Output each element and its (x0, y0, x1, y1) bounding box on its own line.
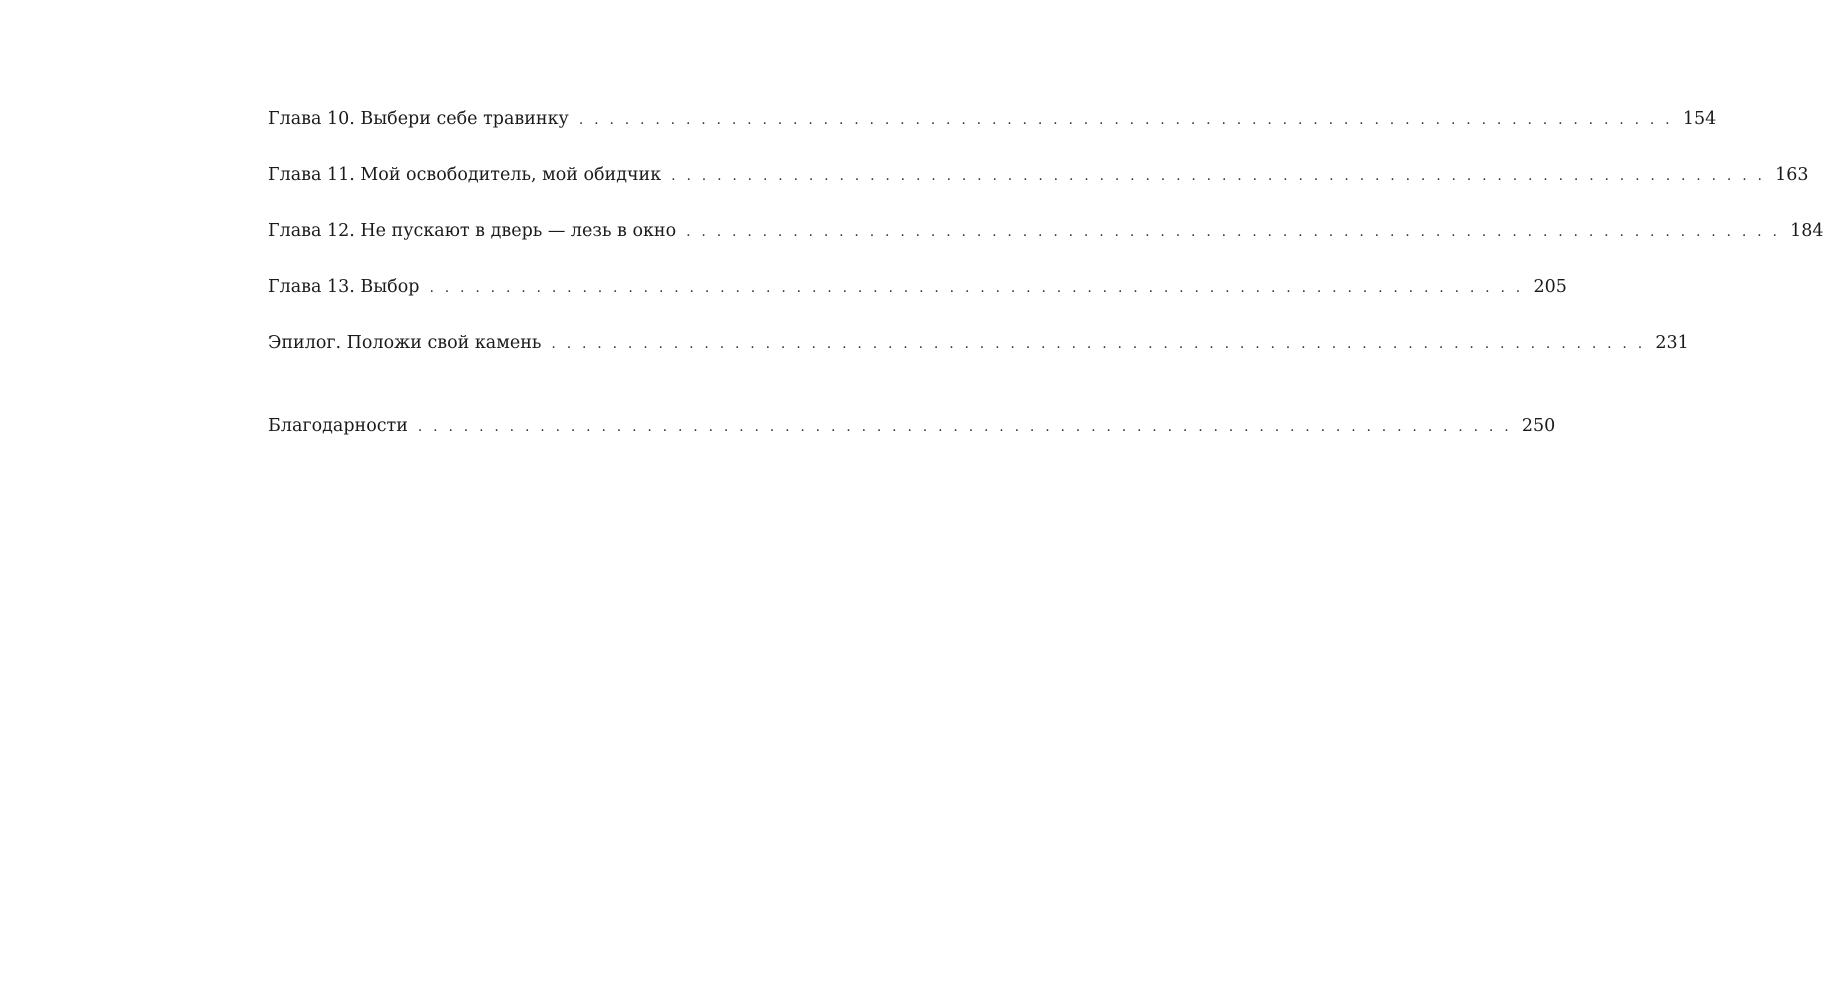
toc-entry-page: 163 (1775, 165, 1809, 185)
toc-entry-title: Глава 11. Мой освободитель, мой обидчик (268, 165, 662, 185)
table-of-contents (268, 105, 1824, 468)
toc-entry-chapter-11 (268, 161, 1809, 189)
toc-entry-page: 231 (1655, 333, 1689, 353)
toc-entry-title: Глава 12. Не пускают в дверь — лезь в окно (268, 221, 677, 241)
toc-entry-chapter-13 (268, 273, 1567, 301)
dot-leader: . . . . . . . . . . . . . . . . . . . . . . . . . . . . . . . . . . . . . . . . . . . . . . . . . . . . . . . . . . . . . . . . . . . . . . . . (686, 224, 1781, 240)
toc-entry-page: 154 (1682, 109, 1717, 129)
dot-leader: . . . . . . . . . . . . . . . . . . . . . . . . . . . . . . . . . . . . . . . . . . . . . . . . . . . . . . . . . . . . . . . . . . . . . . . . (551, 336, 1646, 352)
toc-entry-epilogue (268, 329, 1689, 357)
toc-entry-title: Благодарности (268, 416, 408, 436)
toc-entry-title: Глава 13. Выбор (268, 277, 420, 297)
dot-leader: . . . . . . . . . . . . . . . . . . . . . . . . . . . . . . . . . . . . . . . . . . . . . . . . . . . . . . . . . . . . . . . . . . . . . . . . (671, 168, 1766, 184)
toc-entry-title: Эпилог. Положи свой камень (268, 333, 542, 353)
toc-entry-page: 250 (1521, 416, 1556, 436)
toc-entry-chapter-10 (268, 105, 1717, 133)
dot-leader: . . . . . . . . . . . . . . . . . . . . . . . . . . . . . . . . . . . . . . . . . . . . . . . . . . . . . . . . . . . . . . . . . . . . . . . . (578, 112, 1673, 128)
toc-entry-page: 184 (1790, 221, 1824, 241)
toc-entry-acknowledgements (268, 412, 1556, 440)
dot-leader: . . . . . . . . . . . . . . . . . . . . . . . . . . . . . . . . . . . . . . . . . . . . . . . . . . . . . . . . . . . . . . . . . . . . . . . . (429, 280, 1524, 296)
toc-entry-page: 205 (1533, 277, 1567, 297)
toc-entry-chapter-12 (268, 217, 1824, 245)
toc-entry-title: Глава 10. Выбери себе травинку (268, 109, 569, 129)
dot-leader: . . . . . . . . . . . . . . . . . . . . . . . . . . . . . . . . . . . . . . . . . . . . . . . . . . . . . . . . . . . . . . . . . . . . . . . . (417, 419, 1512, 435)
